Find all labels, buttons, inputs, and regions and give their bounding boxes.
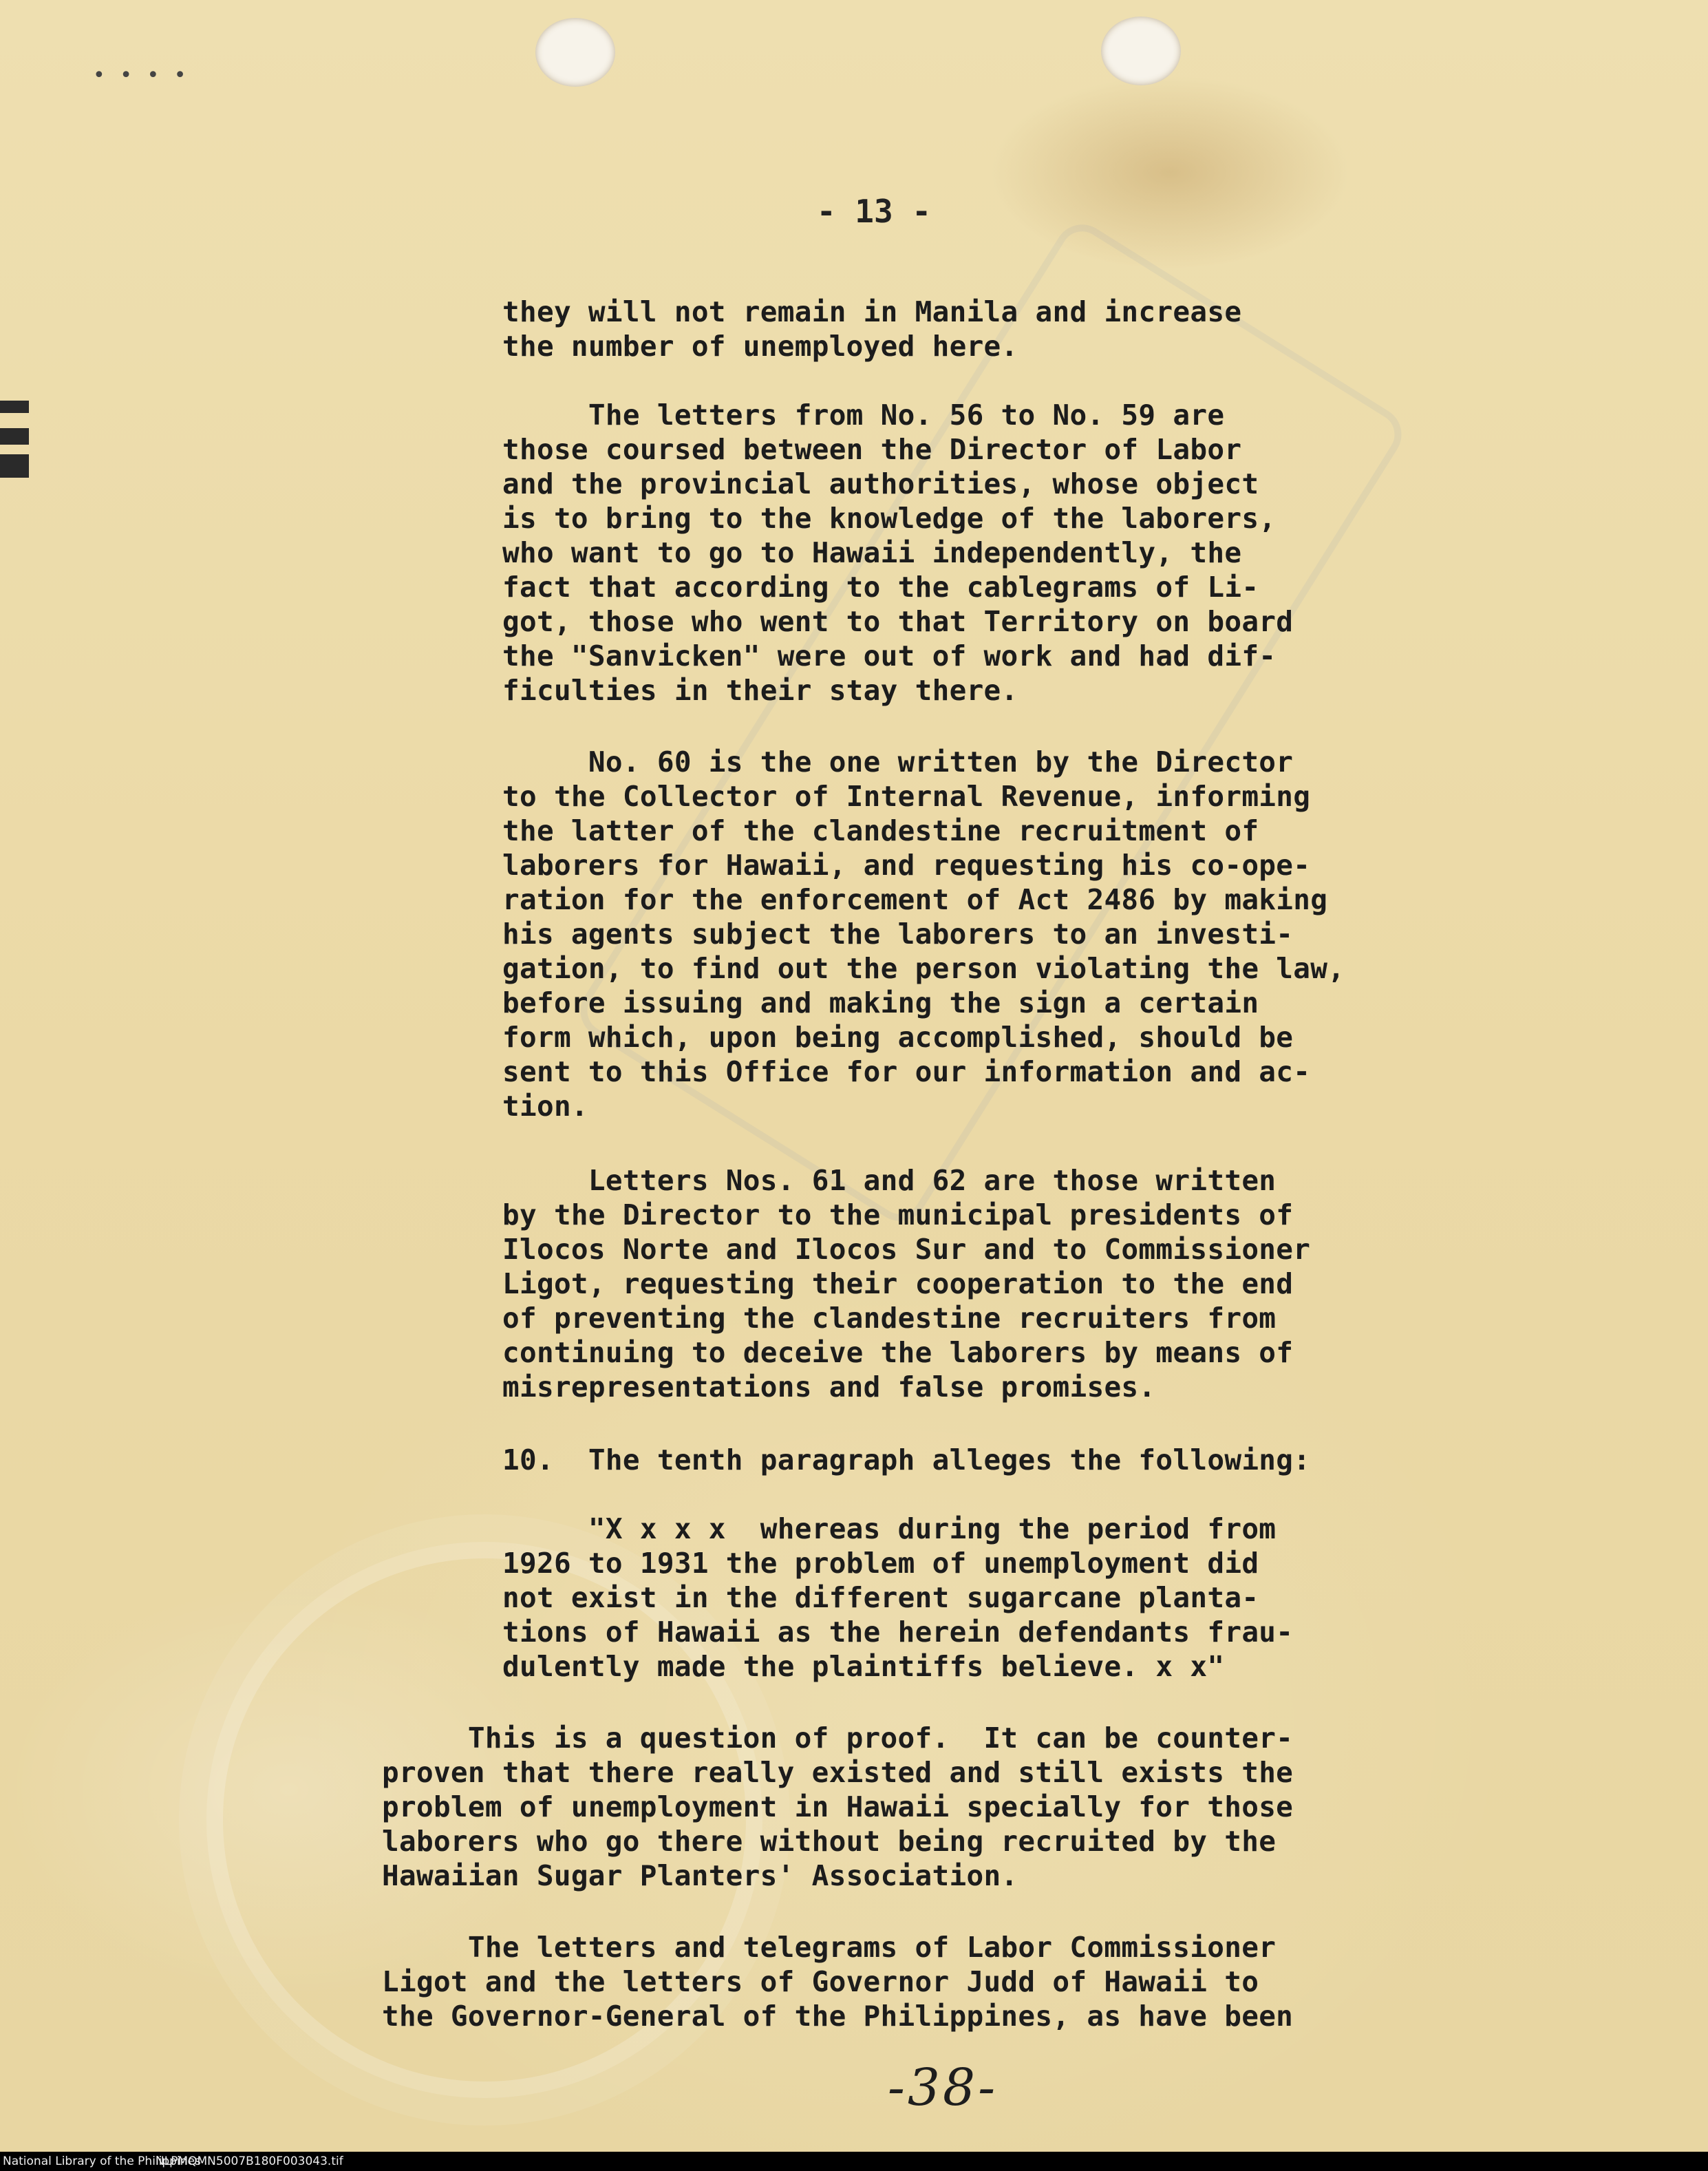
text-line: is to bring to the knowledge of the laborers, bbox=[502, 502, 1277, 535]
paragraph-letters-61-62 bbox=[502, 1163, 1310, 1404]
text-line: This is a question of proof. It can be counter- bbox=[382, 1722, 1294, 1755]
text-line: gation, to find out the person violating the law, bbox=[502, 952, 1345, 985]
text-line: tion. bbox=[502, 1090, 588, 1123]
text-line: not exist in the different sugarcane planta- bbox=[502, 1581, 1259, 1614]
text-line: continuing to deceive the laborers by means of bbox=[502, 1336, 1294, 1369]
paragraph-no-60 bbox=[502, 745, 1345, 1123]
footer-file-id: NLPMQMN5007B180F003043.tif bbox=[156, 2154, 343, 2168]
text-line: The letters from No. 56 to No. 59 are bbox=[502, 399, 1225, 432]
text-line: the Governor-General of the Philippines, as have been bbox=[382, 2000, 1294, 2033]
text-line: proven that there really existed and still exists the bbox=[382, 1756, 1294, 1789]
text-line: Hawaiian Sugar Planters' Association. bbox=[382, 1859, 1018, 1892]
text-line: his agents subject the laborers to an investi- bbox=[502, 918, 1294, 951]
text-line: misrepresentations and false promises. bbox=[502, 1370, 1156, 1404]
text-line: the latter of the clandestine recruitment of bbox=[502, 814, 1259, 847]
text-line: tions of Hawaii as the herein defendants frau- bbox=[502, 1616, 1294, 1649]
text-line: before issuing and making the sign a certain bbox=[502, 986, 1259, 1019]
page-number: - 13 - bbox=[816, 193, 932, 230]
paragraph-tenth bbox=[502, 1443, 1310, 1477]
text-line: of preventing the clandestine recruiters from bbox=[502, 1302, 1277, 1335]
text-line: ficulties in their stay there. bbox=[502, 674, 1018, 707]
text-line: Ilocos Norte and Ilocos Sur and to Commissioner bbox=[502, 1233, 1311, 1266]
footer-library: National Library of the Philippines bbox=[3, 2154, 201, 2168]
text-line: laborers who go there without being recruited by the bbox=[382, 1825, 1277, 1858]
text-line: laborers for Hawaii, and requesting his co-ope- bbox=[502, 849, 1311, 882]
text-line: problem of unemployment in Hawaii specially for those bbox=[382, 1790, 1294, 1823]
text-line: to the Collector of Internal Revenue, informing bbox=[502, 780, 1311, 813]
punch-hole-right bbox=[1101, 17, 1181, 85]
paragraph-proof bbox=[382, 1721, 1293, 1893]
text-line: they will not remain in Manila and increase bbox=[502, 295, 1242, 328]
corner-dots: • • • • bbox=[93, 63, 191, 87]
text-line: form which, upon being accomplished, should be bbox=[502, 1021, 1294, 1054]
quoted-allegation bbox=[502, 1512, 1293, 1684]
text-line: No. 60 is the one written by the Director bbox=[502, 745, 1294, 779]
text-line: got, those who went to that Territory on board bbox=[502, 605, 1294, 638]
handwritten-folio: -38- bbox=[887, 2058, 999, 2117]
text-line: 10. The tenth paragraph alleges the following: bbox=[502, 1443, 1311, 1476]
text-line: who want to go to Hawaii independently, the bbox=[502, 536, 1242, 569]
scan-footer bbox=[0, 2152, 1708, 2171]
text-line: 1926 to 1931 the problem of unemployment did bbox=[502, 1547, 1259, 1580]
edge-mark bbox=[0, 428, 29, 445]
text-line: those coursed between the Director of Labor bbox=[502, 433, 1242, 466]
paragraph-letters-56-59 bbox=[502, 398, 1293, 708]
punch-hole-left bbox=[535, 18, 615, 87]
text-line: and the provincial authorities, whose object bbox=[502, 467, 1259, 500]
text-line: the number of unemployed here. bbox=[502, 330, 1018, 363]
text-line: Ligot and the letters of Governor Judd of Hawaii to bbox=[382, 1965, 1259, 1998]
text-line: sent to this Office for our information and ac- bbox=[502, 1055, 1311, 1088]
text-line: Letters Nos. 61 and 62 are those written bbox=[502, 1164, 1277, 1197]
text-line: ration for the enforcement of Act 2486 by making bbox=[502, 883, 1328, 916]
paragraph-letters-telegrams bbox=[382, 1930, 1293, 2033]
edge-mark bbox=[0, 401, 29, 413]
text-line: fact that according to the cablegrams of Li- bbox=[502, 571, 1259, 604]
text-line: Ligot, requesting their cooperation to the end bbox=[502, 1267, 1294, 1300]
text-line: "X x x x whereas during the period from bbox=[502, 1512, 1277, 1545]
edge-mark bbox=[0, 454, 29, 478]
text-line: the "Sanvicken" were out of work and had dif- bbox=[502, 639, 1277, 673]
text-line: dulently made the plaintiffs believe. x x" bbox=[502, 1650, 1225, 1683]
text-line: by the Director to the municipal presidents of bbox=[502, 1198, 1294, 1231]
text-line: The letters and telegrams of Labor Commissioner bbox=[382, 1931, 1277, 1964]
paragraph-continuation bbox=[502, 295, 1241, 363]
